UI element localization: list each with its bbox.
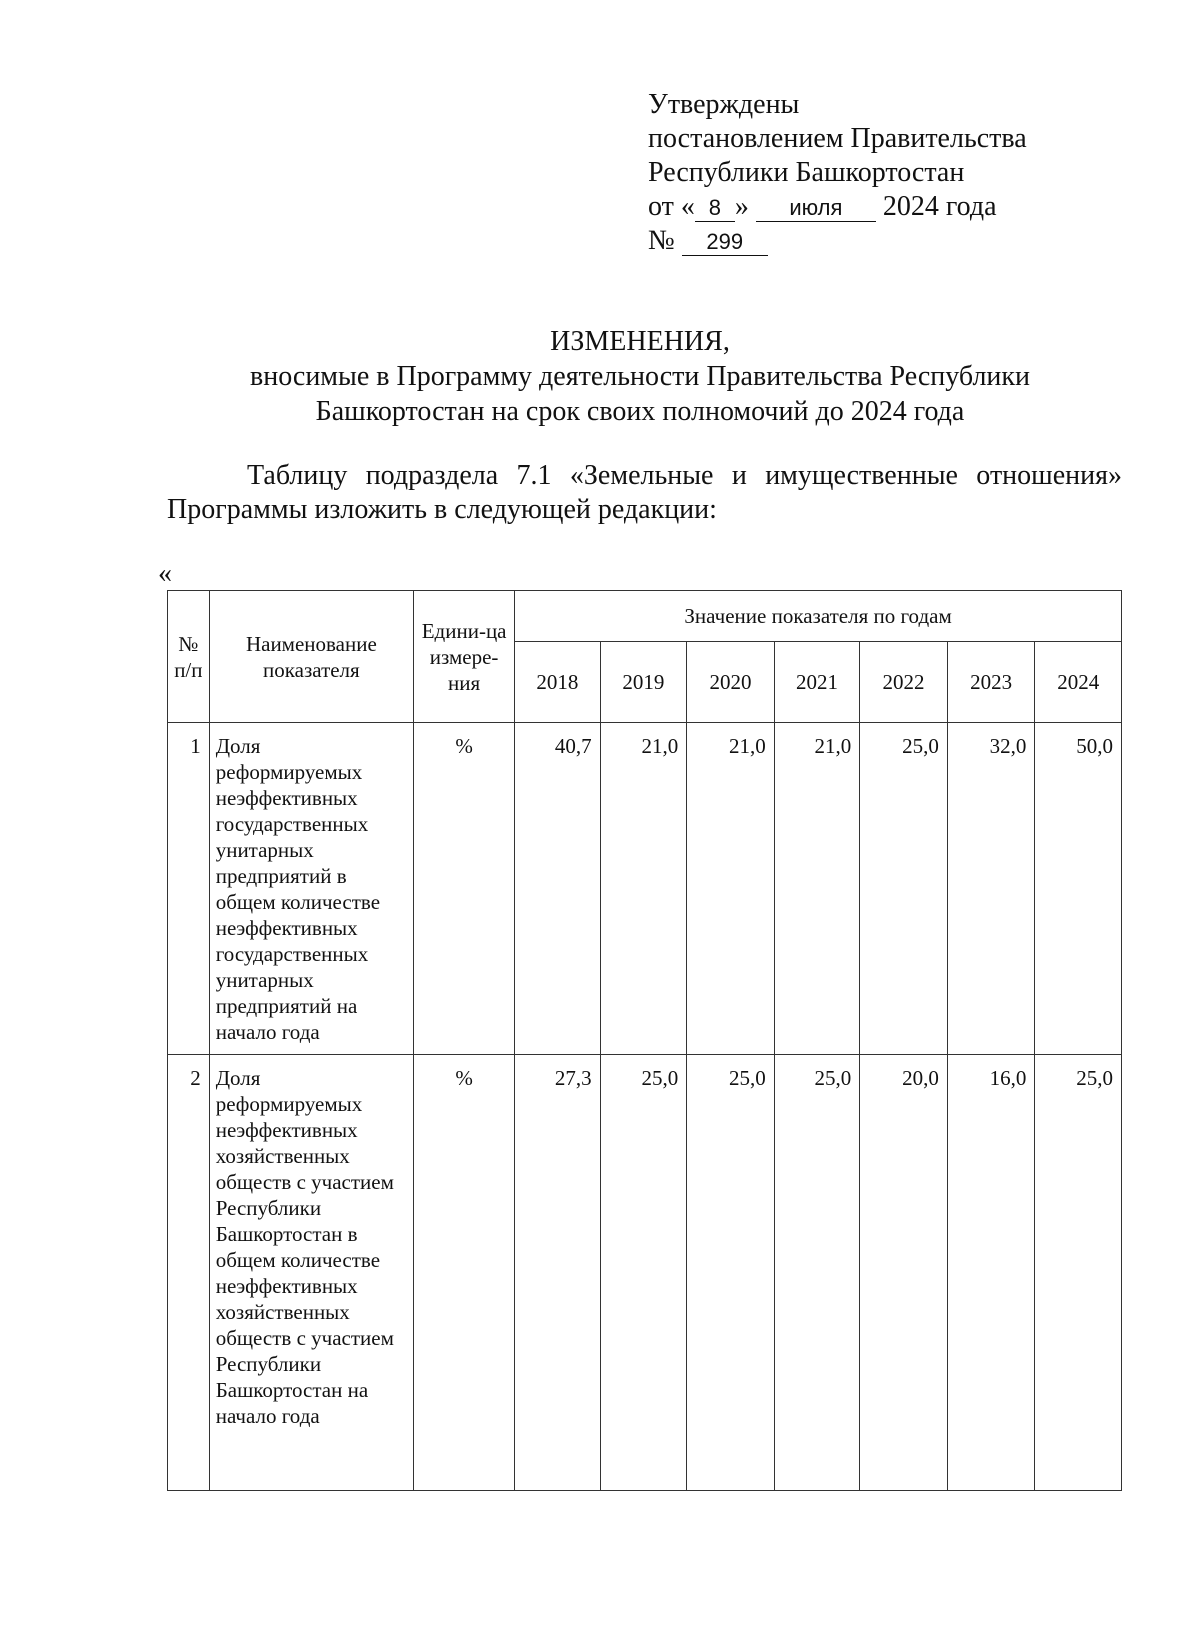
row-value: 25,0 <box>1035 1055 1122 1491</box>
row-value: 21,0 <box>774 723 859 1055</box>
header-year: 2018 <box>515 642 600 723</box>
indicators-table <box>167 590 1122 1491</box>
date-prefix: от « <box>648 191 695 222</box>
table-header-row-1 <box>168 591 1122 642</box>
header-num: № п/п <box>168 591 210 723</box>
row-value: 25,0 <box>600 1055 687 1491</box>
table-row <box>168 723 1122 1055</box>
header-name: Наименование показателя <box>209 591 413 723</box>
header-year: 2024 <box>1035 642 1122 723</box>
header-year: 2021 <box>774 642 859 723</box>
approval-number <box>648 224 1108 258</box>
row-num: 2 <box>168 1055 210 1491</box>
date-suffix: 2024 года <box>882 191 997 222</box>
number-value: 299 <box>682 229 768 256</box>
row-value: 25,0 <box>687 1055 775 1491</box>
row-value: 20,0 <box>860 1055 948 1491</box>
row-unit: % <box>414 1055 515 1491</box>
row-num: 1 <box>168 723 210 1055</box>
row-value: 27,3 <box>515 1055 600 1491</box>
header-values-group: Значение показателя по годам <box>515 591 1122 642</box>
header-year: 2019 <box>600 642 687 723</box>
date-month: июля <box>756 195 876 222</box>
row-value: 16,0 <box>947 1055 1035 1491</box>
approval-line-3: Республики Башкортостан <box>648 157 965 188</box>
header-unit: Едини-ца измере-ния <box>414 591 515 723</box>
table-row <box>168 1055 1122 1491</box>
row-name: Доля реформируемых неэффективных государственных унитарных предприятий в общем количестве неэффективных государственных унитарных предприятий на начало года <box>209 723 413 1055</box>
row-value: 21,0 <box>687 723 775 1055</box>
approval-line-2: постановлением Правительства <box>648 123 1027 154</box>
document-heading <box>160 324 1120 429</box>
row-name: Доля реформируемых неэффективных хозяйственных обществ с участием Республики Башкортостан в общем количестве неэффективных хозяйственных обществ с участием Республики Башкортостан на начало года <box>209 1055 413 1491</box>
row-value: 40,7 <box>515 723 600 1055</box>
heading-subtitle-2: Башкортостан на срок своих полномочий до 2024 года <box>315 396 965 427</box>
heading-title: ИЗМЕНЕНИЯ, <box>550 326 730 357</box>
row-value: 25,0 <box>860 723 948 1055</box>
row-value: 32,0 <box>947 723 1035 1055</box>
header-year: 2020 <box>687 642 775 723</box>
approval-date <box>648 190 1108 224</box>
row-value: 50,0 <box>1035 723 1122 1055</box>
intro-paragraph: Таблицу подраздела 7.1 «Земельные и имущественные отношения» Программы изложить в следующей редакции: <box>167 460 1122 525</box>
row-value: 21,0 <box>600 723 687 1055</box>
row-value: 25,0 <box>774 1055 859 1491</box>
header-year: 2022 <box>860 642 948 723</box>
heading-subtitle-1: вносимые в Программу деятельности Правительства Республики <box>249 361 1031 392</box>
header-year: 2023 <box>947 642 1035 723</box>
date-day: 8 <box>695 195 735 222</box>
approval-line-1: Утверждены <box>648 89 800 120</box>
number-prefix: № <box>648 225 675 256</box>
date-mid: » <box>734 191 749 222</box>
approval-block <box>648 88 1108 258</box>
row-unit: % <box>414 723 515 1055</box>
open-quote: « <box>158 558 172 589</box>
